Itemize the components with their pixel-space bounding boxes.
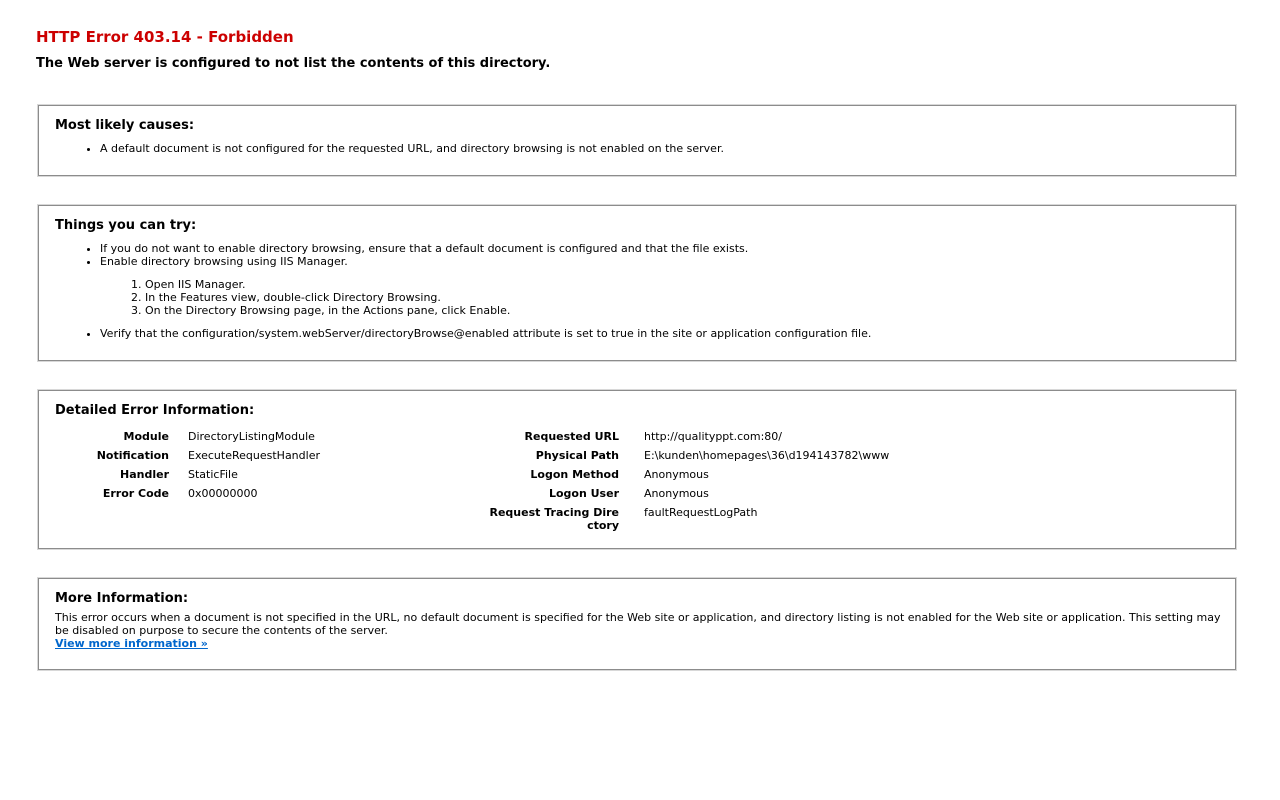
detail-label-physical-path: Physical Path xyxy=(535,449,619,462)
causes-section xyxy=(38,105,1236,176)
more-info-section xyxy=(38,578,1236,670)
more-info-heading: More Information: xyxy=(55,591,189,606)
detail-label-notification: Notification xyxy=(96,449,169,462)
detail-label-logon-user: Logon User xyxy=(548,487,619,500)
detail-label-handler: Handler xyxy=(120,468,169,481)
try-item-text: Enable directory browsing using IIS Manager. xyxy=(100,255,348,268)
steps-list xyxy=(100,278,871,317)
detail-label-requested-url: Requested URL xyxy=(524,430,619,443)
try-section xyxy=(38,205,1236,361)
step-item: 1. Open IIS Manager. xyxy=(145,278,871,291)
detail-value-notification: ExecuteRequestHandler xyxy=(188,449,320,462)
detail-value-logon-method: Anonymous xyxy=(644,468,709,481)
step-item: 2. In the Features view, double-click Directory Browsing. xyxy=(145,291,871,304)
detail-value-error-code: 0x00000000 xyxy=(188,487,258,500)
step-item: 3. On the Directory Browsing page, in the Actions pane, click Enable. xyxy=(145,304,871,317)
detail-label-logon-method: Logon Method xyxy=(530,468,619,481)
try-list xyxy=(83,242,871,340)
cause-item: • A default document is not configured for the requested URL, and directory browsing is not enabled on the server. xyxy=(100,142,724,155)
detail-value-request-tracing: faultRequestLogPath xyxy=(644,506,758,519)
try-item: • If you do not want to enable directory browsing, ensure that a default document is configured and that the file exists. xyxy=(100,242,871,255)
detail-value-module: DirectoryListingModule xyxy=(188,430,315,443)
detail-value-requested-url: http://qualityppt.com:80/ xyxy=(644,430,783,443)
try-item: • Verify that the configuration/system.webServer/directoryBrowse@enabled attribute is set to true in the site or application configuration file. xyxy=(100,327,871,340)
detail-value-physical-path: E:\kunden\homepages\36\d194143782\www xyxy=(644,449,890,462)
detail-value-logon-user: Anonymous xyxy=(644,487,709,500)
more-info-text: This error occurs when a document is not specified in the URL, no default document is specified for the Web site or application, and directory listing is not enabled for the Web site or application. This setting may be disabled on purpose to secure the contents of the server. xyxy=(55,611,1221,637)
detail-value-handler: StaticFile xyxy=(188,468,238,481)
try-heading: Things you can try: xyxy=(55,218,197,233)
try-item xyxy=(100,255,871,317)
details-heading: Detailed Error Information: xyxy=(55,403,255,418)
causes-heading: Most likely causes: xyxy=(55,118,195,133)
detail-label-request-tracing: Request Tracing Dire ctory xyxy=(489,506,619,532)
details-section xyxy=(38,390,1236,549)
error-title: HTTP Error 403.14 - Forbidden xyxy=(36,28,294,46)
detail-label-module: Module xyxy=(123,430,169,443)
view-more-information-link[interactable]: View more information » xyxy=(55,637,208,650)
detail-label-error-code: Error Code xyxy=(102,487,169,500)
error-subtitle: The Web server is configured to not list the contents of this directory. xyxy=(36,56,551,71)
causes-list xyxy=(83,142,724,155)
